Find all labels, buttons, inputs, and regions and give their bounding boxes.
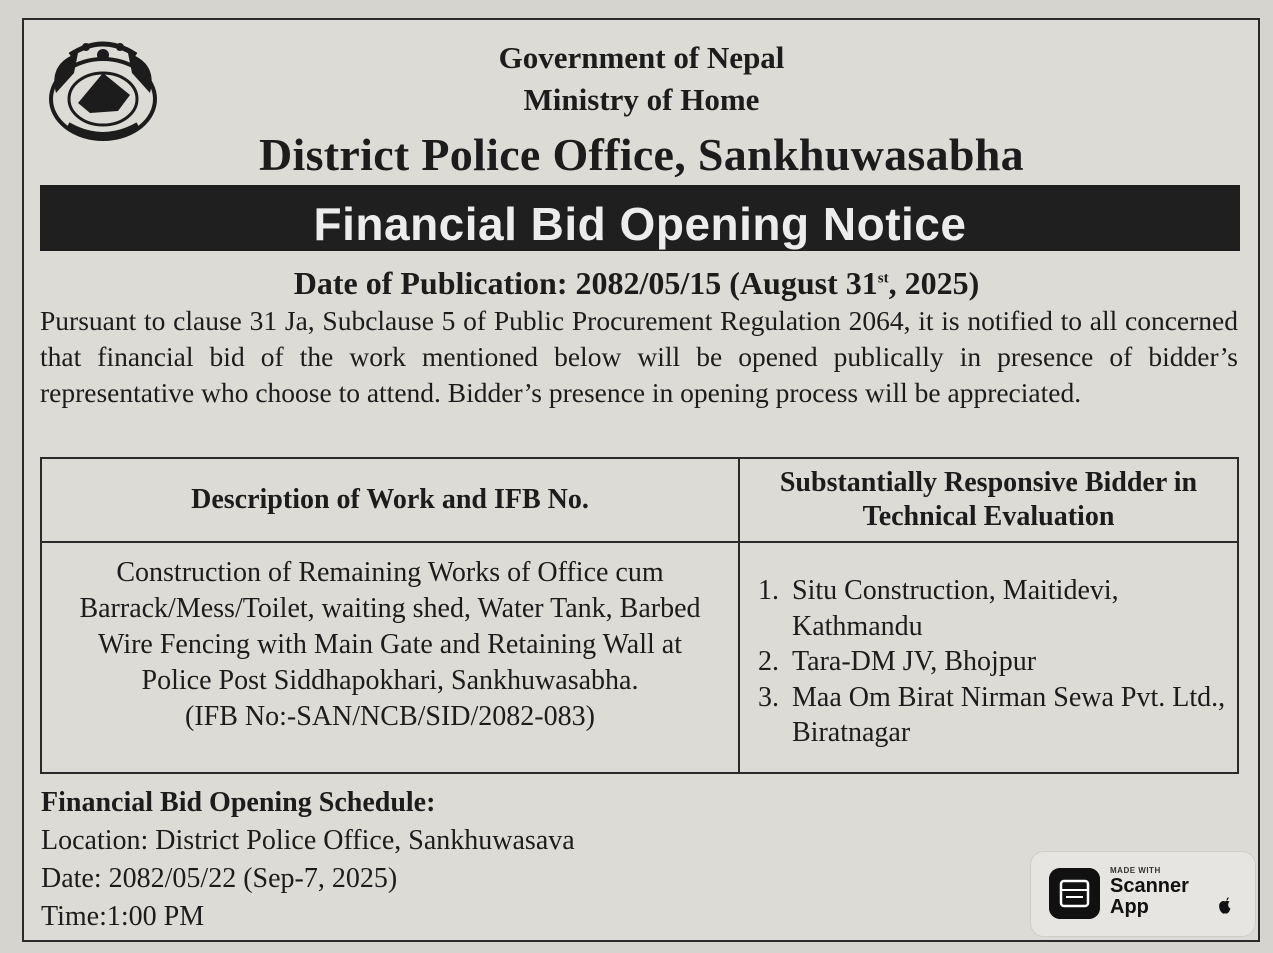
badge-app-name [1110,876,1189,918]
badge-app-line1: Scanner [1110,875,1189,897]
publication-date-sup: st [877,270,889,287]
table-row [41,542,1238,773]
schedule-location: Location: District Police Office, Sankhuwasava [41,825,575,856]
header-description: Description of Work and IFB No. [41,458,739,542]
schedule-block [41,784,575,936]
notice-body: Pursuant to clause 31 Ja, Subclause 5 of Public Procurement Regulation 2064, it is notified to all concerned that financial bid of the work mentioned below will be opened publically in presence of bidder’s representative who choose to attend. Bidder’s presence in opening process will be appreciated. [40,305,1238,408]
publication-date [0,265,1273,302]
badge-made-with: MADE WITH [1110,866,1161,875]
schedule-time: Time:1:00 PM [41,901,205,932]
government-title: Government of Nepal [498,40,785,75]
publication-date-suffix: , 2025) [888,265,980,301]
list-item: 2. Tara-DM JV, Bhojpur [786,644,1227,680]
ministry-title: Ministry of Home [523,82,760,117]
list-item: 1. Situ Construction, Maitidevi, Kathmandu [786,573,1227,644]
work-description-cell [41,542,739,773]
office-title: District Police Office, Sankhuwasabha [259,129,1024,180]
schedule-heading: Financial Bid Opening Schedule: [41,787,436,818]
notice-title-banner: Financial Bid Opening Notice [40,185,1240,251]
badge-app-line2: App [1110,896,1149,918]
ifb-number: (IFB No:-SAN/NCB/SID/2082-083) [185,701,595,732]
bidder-list [754,573,1227,751]
header-bidder: Substantially Responsive Bidder in Technical Evaluation [739,458,1238,542]
scanner-app-badge[interactable] [1030,851,1256,937]
bidder-list-cell [739,542,1238,773]
list-item: 3. Maa Om Birat Nirman Sewa Pvt. Ltd., Biratnagar [786,680,1227,751]
table-header-row [41,458,1238,542]
apple-logo-icon [1217,896,1233,915]
publication-date-prefix: Date of Publication: 2082/05/15 (August 31 [293,265,878,301]
scanner-app-icon [1049,868,1100,919]
work-description: Construction of Remaining Works of Office cum Barrack/Mess/Toilet, waiting shed, Water Tank, Barbed Wire Fencing with Main Gate and Retaining Wall at Police Post Siddhapokhari, Sankhuwasabha. [79,557,701,696]
schedule-date: Date: 2082/05/22 (Sep-7, 2025) [41,863,398,894]
bid-table [40,457,1239,774]
